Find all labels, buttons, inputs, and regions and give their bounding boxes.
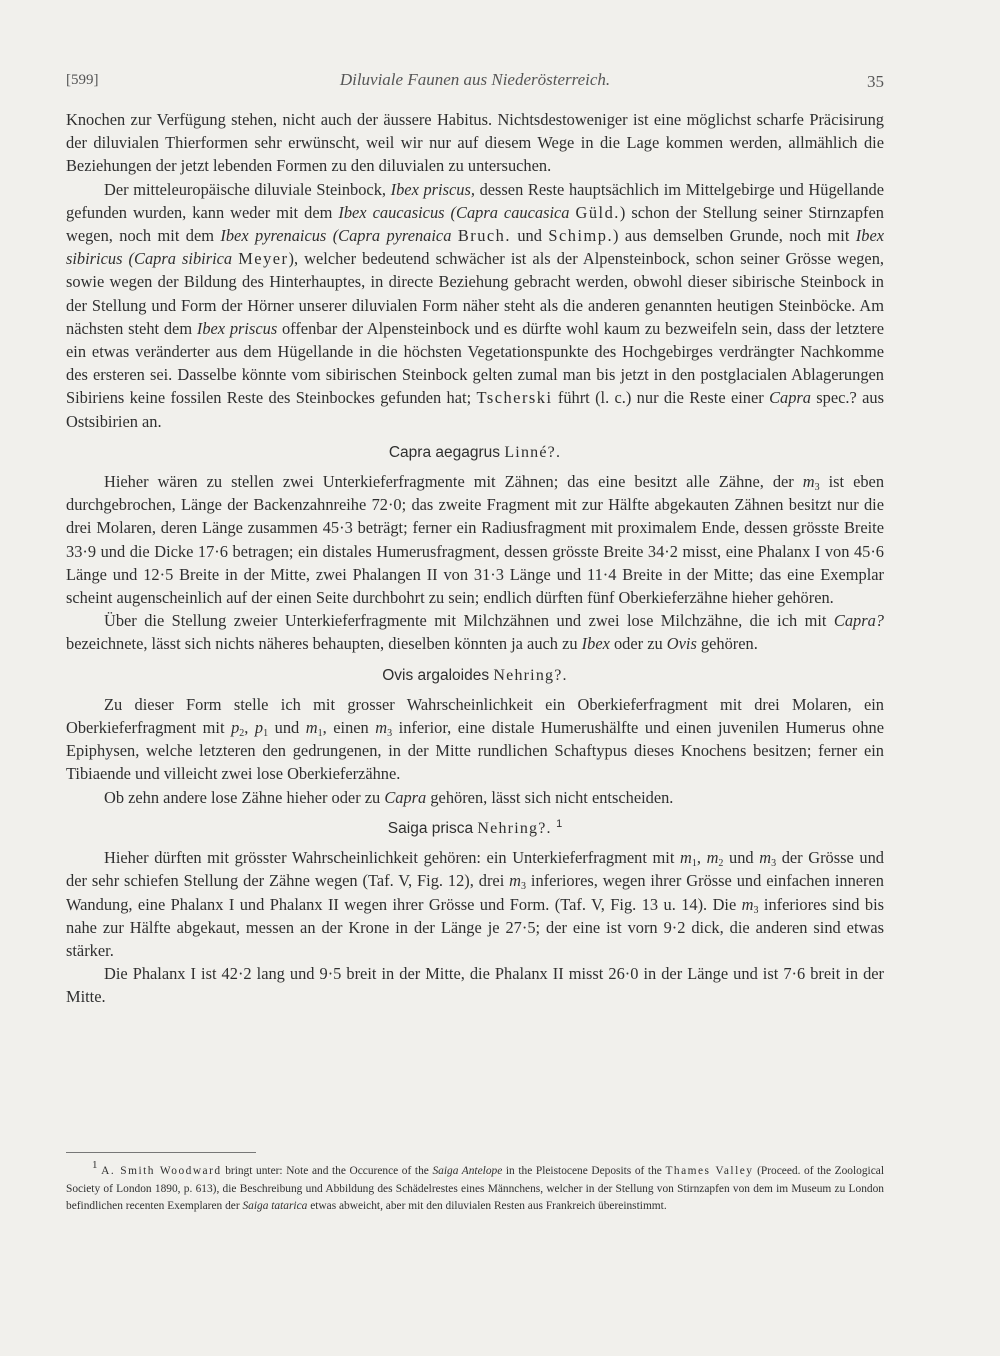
footnote-reference: 1 — [556, 817, 563, 830]
running-header — [66, 70, 884, 94]
paragraph-3: Hieher wären zu stellen zwei Unterkieferfragmente mit Zähnen; das eine besitzt alle Zähne, der $m_3$ ist eben durchgebrochen, Länge der Backenzahnreihe 72·0; das zweite Fragment mit zur Hälfte abgekauten Zähnen besitzt nur die drei Molaren, deren Länge zusammen 45·3 beträgt; ferner ein Radiusfragment mit proximalem Ende, dessen grösste Breite 33·9 und die Dicke 17·6 betragen; ein distales Humerusfragment, dessen grösste Breite 34·2 misst, eine Phalanx I von 45·6 Länge und 12·5 Breite in der Mitte, zwei Phalangen II von 31·3 Länge und 11·4 Breite in der Mitte; das eine Exemplar scheint augenscheinlich auf der einen Seite durchbohrt zu sein; endlich dürften fünf Oberkieferzähne hieher gehören. — [66, 472, 885, 608]
author-name: Tscherski — [476, 388, 553, 408]
author-name: Meyer — [238, 249, 289, 269]
author-name: Bruch. — [457, 226, 511, 246]
page-number: 35 — [867, 72, 884, 91]
footnote-marker: 1 — [92, 1159, 98, 1171]
main-text — [66, 108, 884, 1009]
footnote: 1 A. Smith Woodward bringt unter: Note and the Occurence of the Saiga Antelope in the Pleistocene Deposits of the Thames Valley (Proceed. of the Zoological Society of London 1890, p. 613), die Beschreibung und Abbildung des Schädelrestes eines Männchens, welcher in der Stellung von Stirnzapfen von dem im Museum zu London befindlichen recenten Exemplaren der Saiga tatarica etwas abweicht, aber mit den diluvialen Resten aus Frankreich übereinstimmt. — [66, 1159, 884, 1213]
paragraph-5: Zu dieser Form stelle ich mit grosser Wahrscheinlichkeit ein Oberkieferfragment mit drei Molaren, ein Oberkieferfragment mit $p_2$, $p_1$ und $m_1$, einen $m_3$ inferior, eine distale Humerushälfte und einen juvenilen Humerus ohne Epiphysen, welche letzteren den gedrungenen, in der Mitte rundlichen Schaftypus dieses Knochens besitzen; ferner ein Tibiaende und villeicht zwei lose Oberkieferzähne. — [66, 694, 884, 784]
section-heading-ovis-argaloides: Ovis argaloides Nehring?. — [382, 666, 568, 684]
paragraph-2: Der mitteleuropäische diluviale Steinbock, Ibex priscus, dessen Reste hauptsächlich im Mittelgebirge und Hügellande gefunden wurden, kann weder mit dem Ibex caucasicus (Capra caucasica Güld.) schon der Stellung seiner Stirnzapfen wegen, noch mit dem Ibex pyrenaicus (Capra pyrenaica Bruch. und Schimp.) aus demselben Grunde, noch mit Ibex sibiricus (Capra sibirica Meyer), welcher bedeutend schwächer ist als der Alpensteinbock, schon seiner Grösse wegen, sowie wegen der Bildung des Hinterhauptes, in directe Beziehung gebracht werden, obwohl dieser sibirische Steinbock in der Stellung und Form der Hörner unserer diluvialen Form näher steht als die anderen genannten heutigen Steinböcke. Am nächsten steht dem Ibex priscus offenbar der Alpensteinbock und es dürfte wohl kaum zu bezweifeln sein, dass der letztere ein etwas veränderter aus dem Hügellande in die höchsten Vegetationspunkte des Hochgebirges verdrängter Nachkomme des ersteren sei. Dasselbe könnte vom sibirischen Steinbock gelten zumal man bis jetzt in den postglacialen Ablagerungen Sibiriens keine fossilen Reste des Steinbockes gefunden hat; Tscherski führt (l. c.) nur die Reste einer Capra spec.? aus Ostsibirien an. — [66, 179, 885, 431]
paragraph-6: Ob zehn andere lose Zähne hieher oder zu Capra gehören, lässt sich nicht entscheiden. — [104, 787, 674, 807]
author-name: Güld. — [575, 202, 620, 222]
author-name: Schimp. — [548, 226, 614, 246]
paragraph-1: Knochen zur Verfügung stehen, nicht auch der äussere Habitus. Nichtsdestoweniger ist eine möglichst scharfe Präcisirung der diluvialen Thierformen sehr erwünscht, weil wir nur auf diesem Wege in die Lage kommen werden, allmählich die Beziehungen der jetzt lebenden Formen zu den diluvialen zu untersuchen. — [66, 110, 884, 176]
section-heading-capra-aegagrus: Capra aegagrus Linné?. — [388, 443, 562, 461]
paragraph-8: Die Phalanx I ist 42·2 lang und 9·5 breit in der Mitte, die Phalanx II misst 26·0 in der Länge und ist 7·6 breit in der Mitte. — [66, 964, 884, 1007]
paragraph-7: Hieher dürften mit grösster Wahrscheinlichkeit gehören: ein Unterkieferfragment mit $m_1$, $m_2$ und $m_3$ der Grösse und der sehr schiefen Stellung der Zähne wegen (Taf. V, Fig. 12), drei $m_3$ inferiores, wegen ihrer Grösse und einfachen inneren Wandung, eine Phalanx I und Phalanx II wegen ihrer Grösse und Form. (Taf. V, Fig. 13 u. 14). Die $m_3$ inferiores sind bis nahe zur Hälfte abgekaut, messen an der Krone in der Länge je 27·5; der eine ist vorn 9·2 dick, die anderen sind etwas stärker. — [66, 848, 884, 960]
paragraph-4: Über die Stellung zweier Unterkieferfragmente mit Milchzähnen und zwei lose Milchzähne, die ich mit Capra? bezeichnete, lässt sich nichts näheres behaupten, dieselben könnten ja auch zu Ibex oder zu Ovis gehören. — [66, 611, 884, 654]
section-heading-saiga-prisca: Saiga prisca Nehring?. $^1$ — [387, 817, 563, 837]
author-name: A. Smith Woodward — [101, 1165, 222, 1177]
footnote-rule — [66, 1152, 256, 1153]
running-title: Diluviale Faunen aus Niederösterreich. — [339, 70, 611, 89]
page-reference: [599] — [66, 72, 99, 88]
